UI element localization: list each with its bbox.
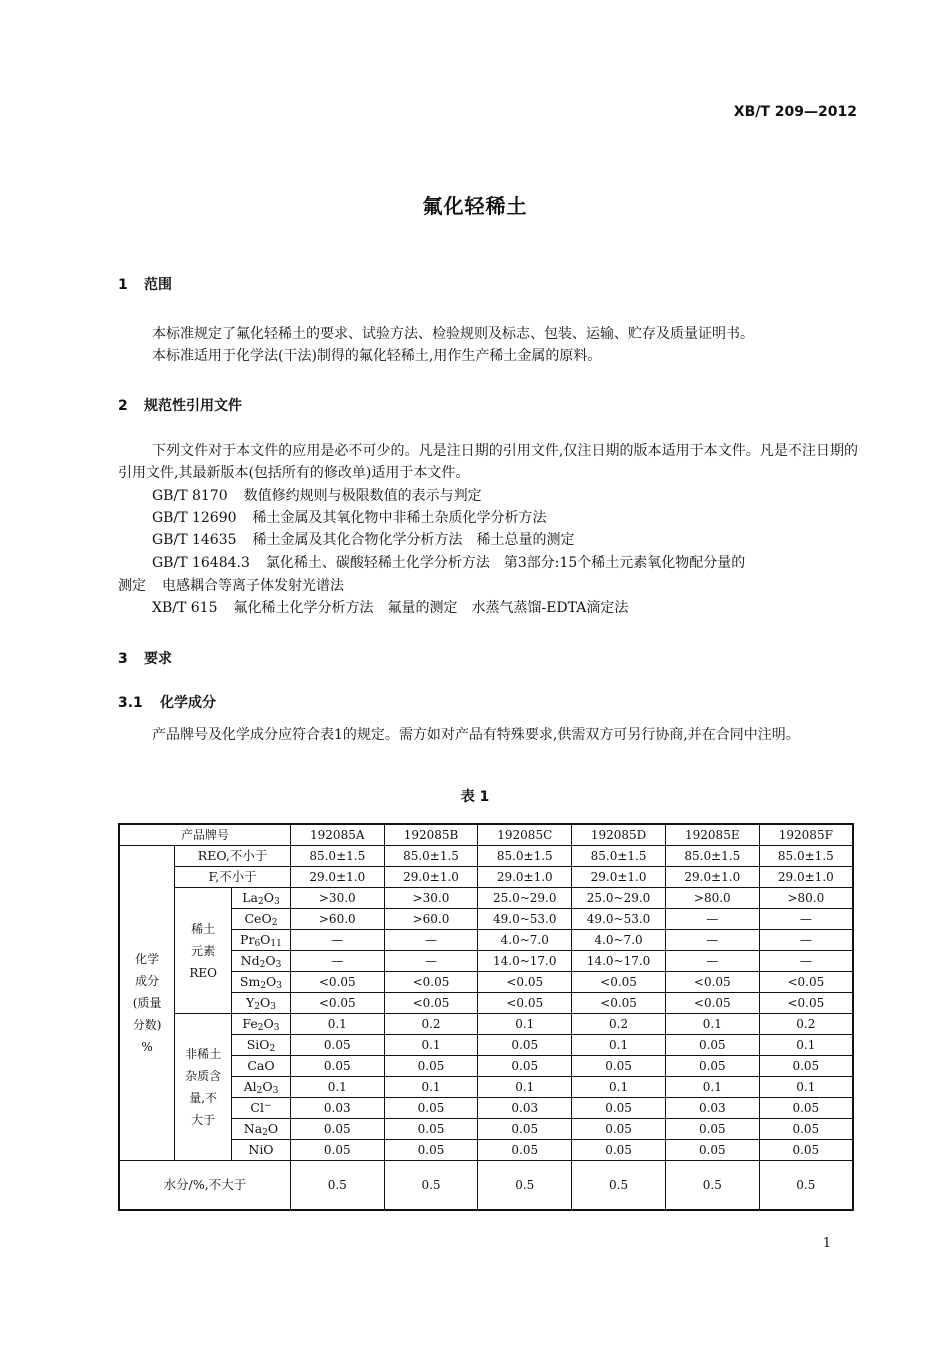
page-number: 1	[822, 1236, 831, 1251]
value-cell: >60.0	[290, 909, 384, 930]
formula-part: O	[267, 1121, 279, 1136]
formula-part: O	[263, 1016, 274, 1031]
group-label-line: (质量	[132, 996, 162, 1010]
value-cell: —	[290, 951, 384, 972]
formula-part: SiO	[246, 1037, 270, 1052]
value-cell: 85.0±1.5	[290, 846, 384, 867]
impurity-group	[175, 1014, 232, 1161]
value-cell: 29.0±1.0	[478, 867, 572, 888]
value-cell: 0.05	[665, 1056, 759, 1077]
value-cell: 0.2	[572, 1014, 666, 1035]
value-cell: —	[384, 951, 478, 972]
reference-item	[152, 529, 575, 551]
compound-label	[232, 888, 291, 909]
reference-item	[152, 507, 547, 529]
section-title: 范围	[144, 277, 172, 293]
compound-label	[232, 1140, 291, 1161]
row-label: F,不小于	[175, 867, 291, 888]
reference-item-continued	[118, 575, 344, 597]
section-title: 规范性引用文件	[144, 398, 242, 414]
chemical-composition-group	[119, 846, 175, 1161]
section-2-heading	[118, 395, 242, 415]
value-cell: 0.05	[665, 1140, 759, 1161]
formula-subscript: 2	[259, 960, 266, 970]
group-label-line: 化学	[135, 952, 160, 966]
value-cell: 0.1	[384, 1077, 478, 1098]
standard-code: XB/T 209—2012	[733, 104, 857, 120]
value-cell: 0.03	[478, 1098, 572, 1119]
reference-title: 电感耦合等离子体发射光谱法	[162, 578, 344, 594]
value-cell: 0.05	[759, 1140, 853, 1161]
reference-code: XB/T 615	[152, 600, 218, 616]
formula-part: CeO	[244, 911, 272, 926]
value-cell: <0.05	[384, 972, 478, 993]
compound-label	[232, 993, 291, 1014]
row-label: 水分/%,不大于	[119, 1161, 290, 1211]
value-cell: 0.05	[290, 1119, 384, 1140]
value-cell: 0.05	[572, 1056, 666, 1077]
value-cell: 0.05	[478, 1035, 572, 1056]
table-caption: 表 1	[460, 789, 490, 805]
table-row-moisture	[119, 1161, 853, 1211]
reference-title: 氟化稀土化学分析方法 氟量的测定 水蒸气蒸馏-EDTA滴定法	[233, 600, 629, 616]
value-cell: 85.0±1.5	[384, 846, 478, 867]
value-cell: 25.0~29.0	[478, 888, 572, 909]
formula-subscript: 2	[256, 1086, 263, 1096]
section-number: 3.1	[118, 695, 143, 711]
formula-subscript: 3	[270, 1002, 276, 1012]
group-label-line: %	[141, 1040, 153, 1054]
value-cell: 0.1	[665, 1014, 759, 1035]
grade-header: 192085E	[665, 824, 759, 846]
value-cell: 0.05	[572, 1119, 666, 1140]
grade-header: 192085F	[759, 824, 853, 846]
value-cell: —	[665, 930, 759, 951]
reference-title: 数值修约规则与极限数值的表示与判定	[243, 488, 482, 504]
value-cell: 0.05	[290, 1035, 384, 1056]
value-cell: 0.05	[759, 1119, 853, 1140]
group-label-line: 大于	[191, 1113, 216, 1127]
grade-header: 192085B	[384, 824, 478, 846]
value-cell: 14.0~17.0	[478, 951, 572, 972]
value-cell: <0.05	[290, 993, 384, 1014]
value-cell: 49.0~53.0	[572, 909, 666, 930]
value-cell: 0.05	[572, 1140, 666, 1161]
value-cell: —	[384, 930, 478, 951]
grade-header: 192085C	[478, 824, 572, 846]
formula-subscript: 6	[254, 939, 261, 949]
section-title: 化学成分	[160, 695, 216, 711]
reference-item	[152, 552, 745, 574]
reference-code: 测定	[118, 578, 146, 594]
reference-item	[152, 485, 482, 507]
group-label-line: REO	[189, 965, 217, 980]
formula-part: O	[263, 890, 274, 905]
section-title: 要求	[144, 651, 172, 667]
value-cell: <0.05	[665, 972, 759, 993]
value-cell: 29.0±1.0	[384, 867, 478, 888]
value-cell: 49.0~53.0	[478, 909, 572, 930]
formula-subscript: 2	[257, 897, 264, 907]
value-cell: 4.0~7.0	[478, 930, 572, 951]
value-cell: <0.05	[572, 993, 666, 1014]
value-cell: 0.1	[384, 1035, 478, 1056]
table-header-row	[119, 824, 853, 846]
formula-part: Sm	[239, 974, 261, 989]
value-cell: 25.0~29.0	[572, 888, 666, 909]
section-3-heading	[118, 648, 172, 668]
value-cell: 85.0±1.5	[572, 846, 666, 867]
value-cell: 0.5	[665, 1161, 759, 1211]
value-cell: 0.5	[290, 1161, 384, 1211]
value-cell: <0.05	[384, 993, 478, 1014]
value-cell: 29.0±1.0	[665, 867, 759, 888]
value-cell: —	[290, 930, 384, 951]
value-cell: —	[759, 909, 853, 930]
scope-paragraph-1: 本标准规定了氟化轻稀土的要求、试验方法、检验规则及标志、包装、运输、贮存及质量证明书。	[152, 326, 754, 342]
table-row	[119, 867, 853, 888]
formula-subscript: 3	[273, 1023, 280, 1033]
value-cell: >80.0	[759, 888, 853, 909]
table-row	[119, 888, 853, 909]
formula-part: Pr	[240, 932, 255, 947]
value-cell: 0.1	[759, 1035, 853, 1056]
reference-item	[152, 597, 628, 619]
formula-part: O	[260, 932, 271, 947]
formula-part: Y	[245, 995, 255, 1010]
value-cell: >80.0	[665, 888, 759, 909]
formula-part: O	[259, 995, 271, 1010]
scope-paragraph-2: 本标准适用于化学法(干法)制得的氟化轻稀土,用作生产稀土金属的原料。	[152, 348, 602, 364]
value-cell: 0.2	[384, 1014, 478, 1035]
formula-part: La	[242, 890, 258, 905]
value-cell: —	[665, 951, 759, 972]
formula-subscript: 11	[270, 939, 282, 949]
value-cell: 4.0~7.0	[572, 930, 666, 951]
section-1-heading	[118, 274, 172, 294]
value-cell: <0.05	[572, 972, 666, 993]
formula-part: O	[265, 953, 276, 968]
value-cell: 0.05	[384, 1119, 478, 1140]
row-label: REO,不小于	[175, 846, 291, 867]
reference-title: 氯化稀土、碳酸轻稀土化学分析方法 第3部分:15个稀土元素氧化物配分量的	[265, 555, 746, 571]
value-cell: 0.05	[290, 1140, 384, 1161]
compound-label	[232, 1077, 291, 1098]
value-cell: 0.05	[384, 1140, 478, 1161]
value-cell: 0.05	[665, 1035, 759, 1056]
value-cell: 29.0±1.0	[759, 867, 853, 888]
formula-subscript: 2	[271, 918, 278, 928]
grade-header-label: 产品牌号	[119, 824, 290, 846]
section-number: 2	[118, 398, 128, 414]
value-cell: 0.03	[290, 1098, 384, 1119]
formula-subscript: 2	[254, 1002, 260, 1012]
formula-subscript: 3	[273, 897, 280, 907]
value-cell: 0.05	[384, 1056, 478, 1077]
value-cell: <0.05	[478, 993, 572, 1014]
formula-subscript: 2	[269, 1044, 276, 1054]
value-cell: >30.0	[384, 888, 478, 909]
value-cell: 0.1	[478, 1077, 572, 1098]
formula-part: CaO	[247, 1058, 275, 1073]
section-number: 3	[118, 651, 128, 667]
value-cell: —	[665, 909, 759, 930]
formula-part: O	[262, 1079, 273, 1094]
value-cell: 85.0±1.5	[478, 846, 572, 867]
formula-subscript: 2	[262, 1128, 268, 1138]
section-number: 1	[118, 277, 128, 293]
reference-code: GB/T 14635	[152, 532, 237, 548]
formula-part: Cl	[250, 1100, 264, 1115]
compound-label	[232, 930, 291, 951]
value-cell: 0.05	[478, 1140, 572, 1161]
value-cell: <0.05	[665, 993, 759, 1014]
grade-header: 192085A	[290, 824, 384, 846]
group-label-line: 杂质含	[185, 1069, 222, 1083]
formula-part: Al	[243, 1079, 257, 1094]
formula-part: Nd	[240, 953, 260, 968]
table-row	[119, 1014, 853, 1035]
rare-earth-group	[175, 888, 232, 1014]
value-cell: 0.03	[665, 1098, 759, 1119]
value-cell: 0.5	[384, 1161, 478, 1211]
value-cell: 0.5	[759, 1161, 853, 1211]
value-cell: 85.0±1.5	[665, 846, 759, 867]
value-cell: <0.05	[290, 972, 384, 993]
reference-title: 稀土金属及其化合物化学分析方法 稀土总量的测定	[252, 532, 575, 548]
value-cell: 0.05	[384, 1098, 478, 1119]
reference-title: 稀土金属及其氧化物中非稀土杂质化学分析方法	[252, 510, 547, 526]
document-title: 氟化轻稀土	[422, 194, 528, 218]
group-label-line: 非稀土	[185, 1047, 222, 1061]
formula-subscript: 2	[260, 981, 267, 991]
value-cell: 0.05	[759, 1056, 853, 1077]
value-cell: 0.1	[572, 1077, 666, 1098]
formula-superscript: −	[263, 1101, 272, 1111]
value-cell: 0.1	[572, 1035, 666, 1056]
value-cell: 85.0±1.5	[759, 846, 853, 867]
value-cell: 0.1	[478, 1014, 572, 1035]
reference-code: GB/T 16484.3	[152, 555, 250, 571]
value-cell: 0.05	[572, 1098, 666, 1119]
value-cell: 0.5	[478, 1161, 572, 1211]
group-label-line: 稀土	[191, 921, 216, 936]
value-cell: >60.0	[384, 909, 478, 930]
value-cell: >30.0	[290, 888, 384, 909]
section-3-1-heading	[118, 692, 216, 712]
value-cell: <0.05	[478, 972, 572, 993]
value-cell: 0.1	[665, 1077, 759, 1098]
value-cell: 0.05	[478, 1119, 572, 1140]
compound-label	[232, 1119, 291, 1140]
reference-code: GB/T 12690	[152, 510, 237, 526]
value-cell: 0.1	[290, 1014, 384, 1035]
formula-part: O	[266, 974, 277, 989]
value-cell: <0.05	[759, 972, 853, 993]
value-cell: 0.05	[290, 1056, 384, 1077]
formula-part: Fe	[242, 1016, 258, 1031]
compound-label	[232, 972, 291, 993]
value-cell: 0.05	[478, 1056, 572, 1077]
compound-label	[232, 1098, 291, 1119]
group-label-line: 量,不	[189, 1091, 218, 1105]
formula-part: Na	[243, 1121, 263, 1136]
value-cell: 29.0±1.0	[572, 867, 666, 888]
group-label-line: 成分	[135, 974, 160, 988]
value-cell: 0.2	[759, 1014, 853, 1035]
formula-subscript: 3	[275, 960, 282, 970]
value-cell: 0.1	[290, 1077, 384, 1098]
value-cell: 0.05	[665, 1119, 759, 1140]
compound-label	[232, 951, 291, 972]
value-cell: <0.05	[759, 993, 853, 1014]
value-cell: 14.0~17.0	[572, 951, 666, 972]
value-cell: 0.1	[759, 1077, 853, 1098]
formula-subscript: 2	[257, 1023, 264, 1033]
value-cell: 0.05	[759, 1098, 853, 1119]
chemical-composition-paragraph: 产品牌号及化学成分应符合表1的规定。需方如对产品有特殊要求,供需双方可另行协商,并在合同中注明。	[152, 727, 800, 743]
reference-code: GB/T 8170	[152, 488, 228, 504]
table-row	[119, 846, 853, 867]
value-cell: 0.5	[572, 1161, 666, 1211]
value-cell: —	[759, 951, 853, 972]
group-label-line: 分数)	[132, 1018, 162, 1032]
value-cell: —	[759, 930, 853, 951]
references-intro: 下列文件对于本文件的应用是必不可少的。凡是注日期的引用文件,仅注日期的版本适用于本文件。凡是不注日期的引用文件,其最新版本(包括所有的修改单)适用于本文件。	[118, 443, 858, 481]
chemical-composition-table	[118, 823, 854, 1211]
compound-label	[232, 909, 291, 930]
formula-part: NiO	[248, 1142, 274, 1157]
formula-subscript: 3	[272, 1086, 279, 1096]
formula-subscript: 3	[276, 981, 283, 991]
value-cell: 29.0±1.0	[290, 867, 384, 888]
compound-label	[232, 1035, 291, 1056]
group-label-line: 元素	[191, 943, 216, 958]
grade-header: 192085D	[572, 824, 666, 846]
compound-label	[232, 1014, 291, 1035]
compound-label	[232, 1056, 291, 1077]
